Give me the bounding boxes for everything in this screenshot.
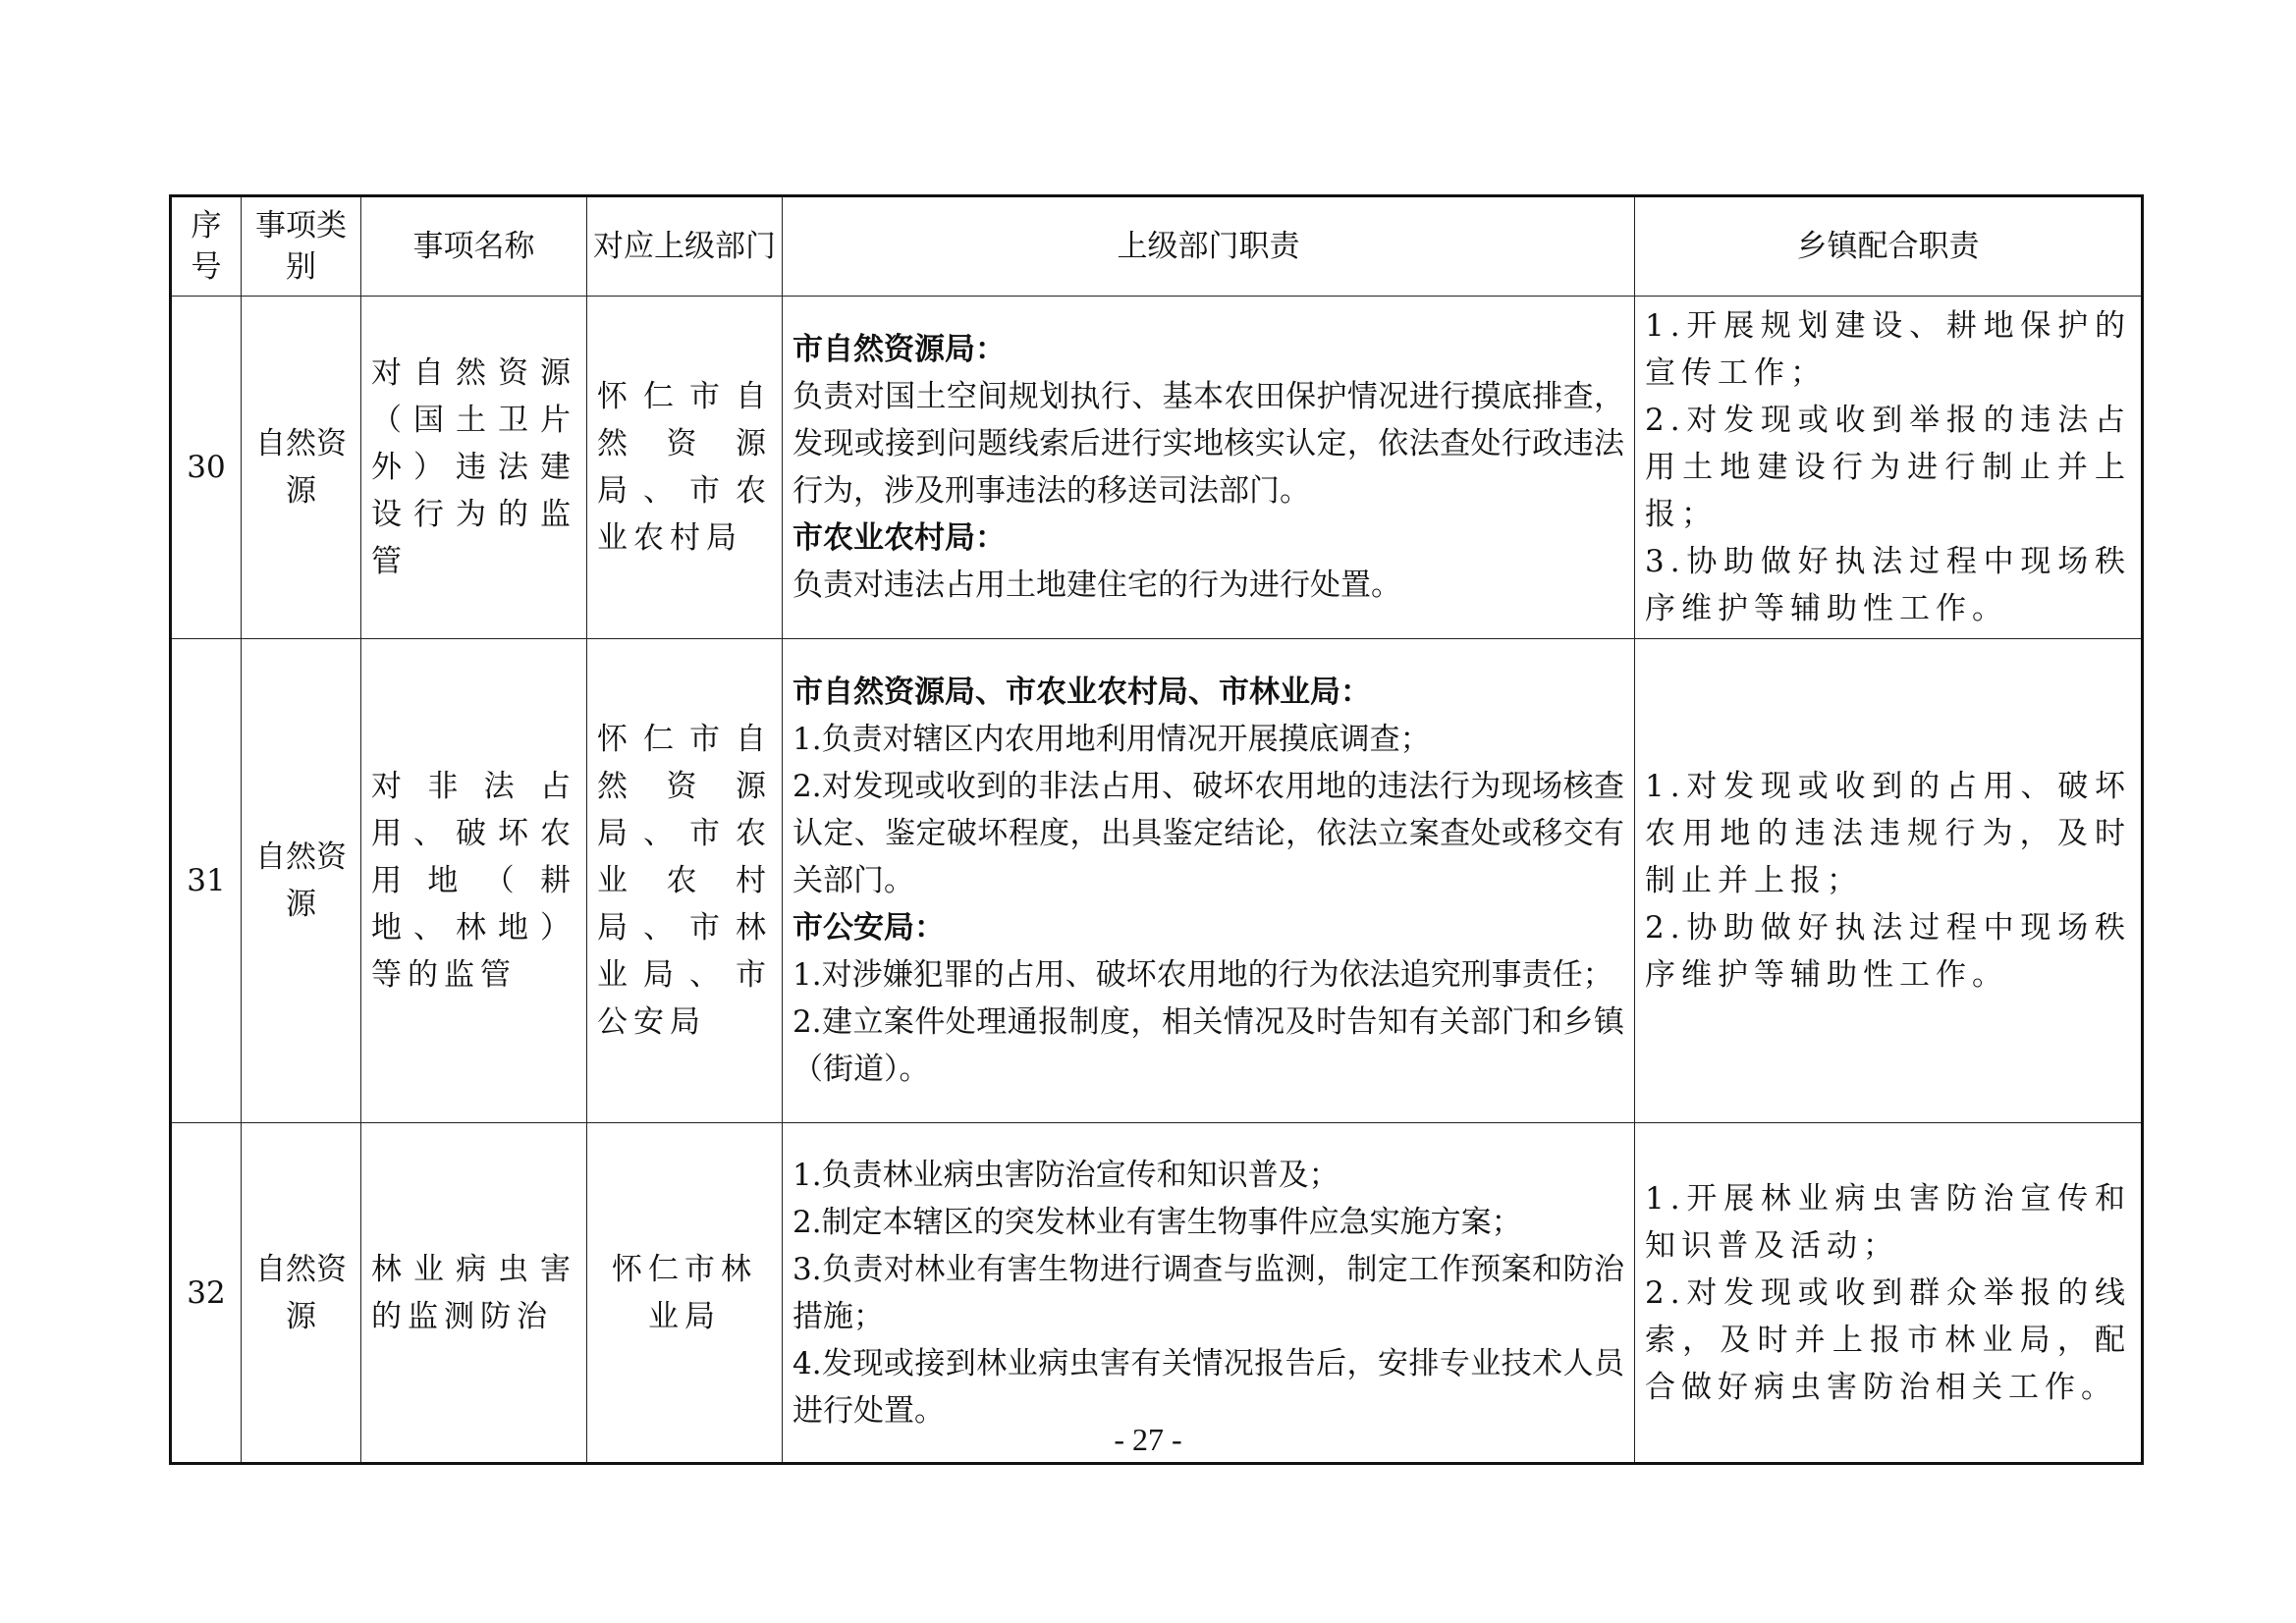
row-town-duty	[1635, 1123, 2143, 1464]
duty-line: 2.建立案件处理通报制度，相关情况及时告知有关部门和乡镇（街道）。	[793, 1004, 1624, 1087]
row-seq: 30	[171, 297, 242, 639]
row-dept: 怀仁市自然资源局、市农业农村局、市林业局、市公安局	[587, 639, 783, 1123]
table-row	[171, 1123, 2143, 1464]
duty-block-title: 市公安局：	[793, 910, 945, 946]
row-town-duty	[1635, 639, 2143, 1123]
row-dept: 怀仁市自然资源局、市农业农村局	[587, 297, 783, 639]
header-name: 事项名称	[361, 196, 587, 297]
header-seq: 序号	[171, 196, 242, 297]
town-duty-line: 1.开展规划建设、耕地保护的宣传工作；	[1645, 308, 2131, 391]
duty-line: 1.对涉嫌犯罪的占用、破坏农用地的行为依法追究刑事责任；	[793, 957, 1613, 993]
row-category: 自然资源	[242, 639, 361, 1123]
row-town-duty	[1635, 297, 2143, 639]
row-item-name: 对非法占用、破坏农用地（耕地、林地）等的监管	[361, 639, 587, 1123]
duty-line: 负责对国土空间规划执行、基本农田保护情况进行摸底排查，发现或接到问题线索后进行实地核实认定，依法查处行政违法行为，涉及刑事违法的移送司法部门。	[793, 379, 1624, 509]
table-row	[171, 297, 2143, 639]
town-duty-line: 1.开展林业病虫害防治宣传和知识普及活动；	[1645, 1180, 2131, 1264]
duty-table	[169, 194, 2144, 1465]
row-item-name: 对自然资源（国土卫片外）违法建设行为的监管	[361, 297, 587, 639]
row-item-name: 林业病虫害的监测防治	[361, 1123, 587, 1464]
table-header-row	[171, 196, 2143, 297]
row-seq: 32	[171, 1123, 242, 1464]
row-superior-duty	[783, 639, 1635, 1123]
town-duty-line: 2.对发现或收到举报的违法占用土地建设行为进行制止并上报；	[1645, 403, 2131, 532]
duty-line: 2.对发现或收到的非法占用、破坏农用地的违法行为现场核查认定、鉴定破坏程度，出具鉴定结论，依法立案查处或移交有关部门。	[793, 769, 1624, 898]
duty-line: 1.负责林业病虫害防治宣传和知识普及；	[793, 1157, 1339, 1193]
row-seq: 31	[171, 639, 242, 1123]
row-category: 自然资源	[242, 297, 361, 639]
town-duty-line: 2.协助做好执法过程中现场秩序维护等辅助性工作。	[1645, 910, 2131, 993]
duty-line: 4.发现或接到林业病虫害有关情况报告后，安排专业技术人员进行处置。	[793, 1345, 1624, 1429]
row-superior-duty	[783, 1123, 1635, 1464]
town-duty-line: 1.对发现或收到的占用、破坏农用地的违法违规行为，及时制止并上报；	[1645, 769, 2131, 898]
duty-line: 负责对违法占用土地建住宅的行为进行处置。	[793, 568, 1401, 603]
row-superior-duty	[783, 297, 1635, 639]
duty-line: 3.负责对林业有害生物进行调查与监测，制定工作预案和防治措施；	[793, 1251, 1624, 1334]
table-row	[171, 639, 2143, 1123]
duty-block-title: 市自然资源局、市农业农村局、市林业局：	[793, 675, 1371, 710]
town-duty-line: 2.对发现或收到群众举报的线索，及时并上报市林业局，配合做好病虫害防治相关工作。	[1645, 1274, 2131, 1405]
header-dept: 对应上级部门	[587, 196, 783, 297]
row-dept: 怀仁市林业局	[587, 1123, 783, 1464]
duty-line: 1.负责对辖区内农用地利用情况开展摸底调查；	[793, 722, 1431, 757]
town-duty-line: 3.协助做好执法过程中现场秩序维护等辅助性工作。	[1645, 544, 2131, 626]
header-town-duty: 乡镇配合职责	[1635, 196, 2143, 297]
header-category: 事项类别	[242, 196, 361, 297]
page-number: - 27 -	[1114, 1422, 1182, 1457]
duty-block-title: 市农业农村局：	[793, 520, 1006, 556]
duty-line: 2.制定本辖区的突发林业有害生物事件应急实施方案；	[793, 1204, 1522, 1240]
duty-block-title: 市自然资源局：	[793, 332, 1006, 367]
header-superior-duty: 上级部门职责	[783, 196, 1635, 297]
row-category: 自然资源	[242, 1123, 361, 1464]
